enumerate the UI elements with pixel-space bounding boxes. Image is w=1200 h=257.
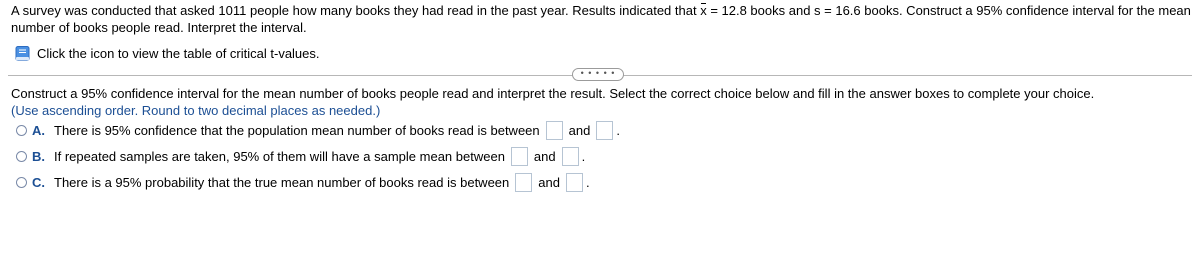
choice-b-radio[interactable] <box>16 151 27 162</box>
choice-a-lower-bound-input[interactable] <box>546 121 563 140</box>
instructions <box>11 85 1094 119</box>
problem-statement <box>11 2 1191 36</box>
choice-c-lower-bound-input[interactable] <box>515 173 532 192</box>
choice-b-text: If repeated samples are taken, 95% of them will have a sample mean between <box>54 148 505 164</box>
choice-c[interactable] <box>16 171 590 193</box>
expand-more-button[interactable]: • • • • • <box>572 68 624 81</box>
choice-c-upper-bound-input[interactable] <box>566 173 583 192</box>
choice-c-letter: C. <box>32 174 45 190</box>
x-bar-symbol: x <box>700 3 707 18</box>
choice-a[interactable] <box>16 119 620 141</box>
choice-b-lower-bound-input[interactable] <box>511 147 528 166</box>
choice-a-radio[interactable] <box>16 125 27 136</box>
choice-a-period: . <box>616 122 620 138</box>
problem-text-start: A survey was conducted that asked 1011 people how many books they had read in the past year. Results indicated that <box>11 3 701 18</box>
instructions-main: Construct a 95% confidence interval for the mean number of books people read and interpret the result. Select the correct choice below and fill in the answer boxes to complete your choice. <box>11 86 1095 101</box>
choice-a-and-label: and <box>568 122 591 138</box>
choice-b-period: . <box>581 148 586 164</box>
instructions-hint: (Use ascending order. Round to two decimal places as needed.) <box>11 103 381 118</box>
choice-c-radio[interactable] <box>16 177 27 188</box>
choice-b-and-label: and <box>533 148 556 164</box>
problem-text-end: = 12.8 books and s = 16.6 books. Construct a 95% confidence interval for the mean number of books people read. Interpret the interval. <box>11 3 1191 35</box>
choice-c-text: There is a 95% probability that the true mean number of books read is between <box>54 174 510 190</box>
choice-b[interactable] <box>16 145 585 167</box>
choice-c-period: . <box>585 174 590 190</box>
choice-a-letter: A. <box>32 122 45 138</box>
critical-values-link-label: Click the icon to view the table of critical t-values. <box>37 46 320 61</box>
critical-values-link-row <box>15 46 320 61</box>
book-icon[interactable] <box>15 46 30 61</box>
choice-a-text: There is 95% confidence that the population mean number of books read is between <box>54 122 540 138</box>
choice-c-and-label: and <box>538 174 560 190</box>
choice-b-upper-bound-input[interactable] <box>562 147 579 166</box>
choice-a-upper-bound-input[interactable] <box>596 121 613 140</box>
choice-b-letter: B. <box>32 148 45 164</box>
